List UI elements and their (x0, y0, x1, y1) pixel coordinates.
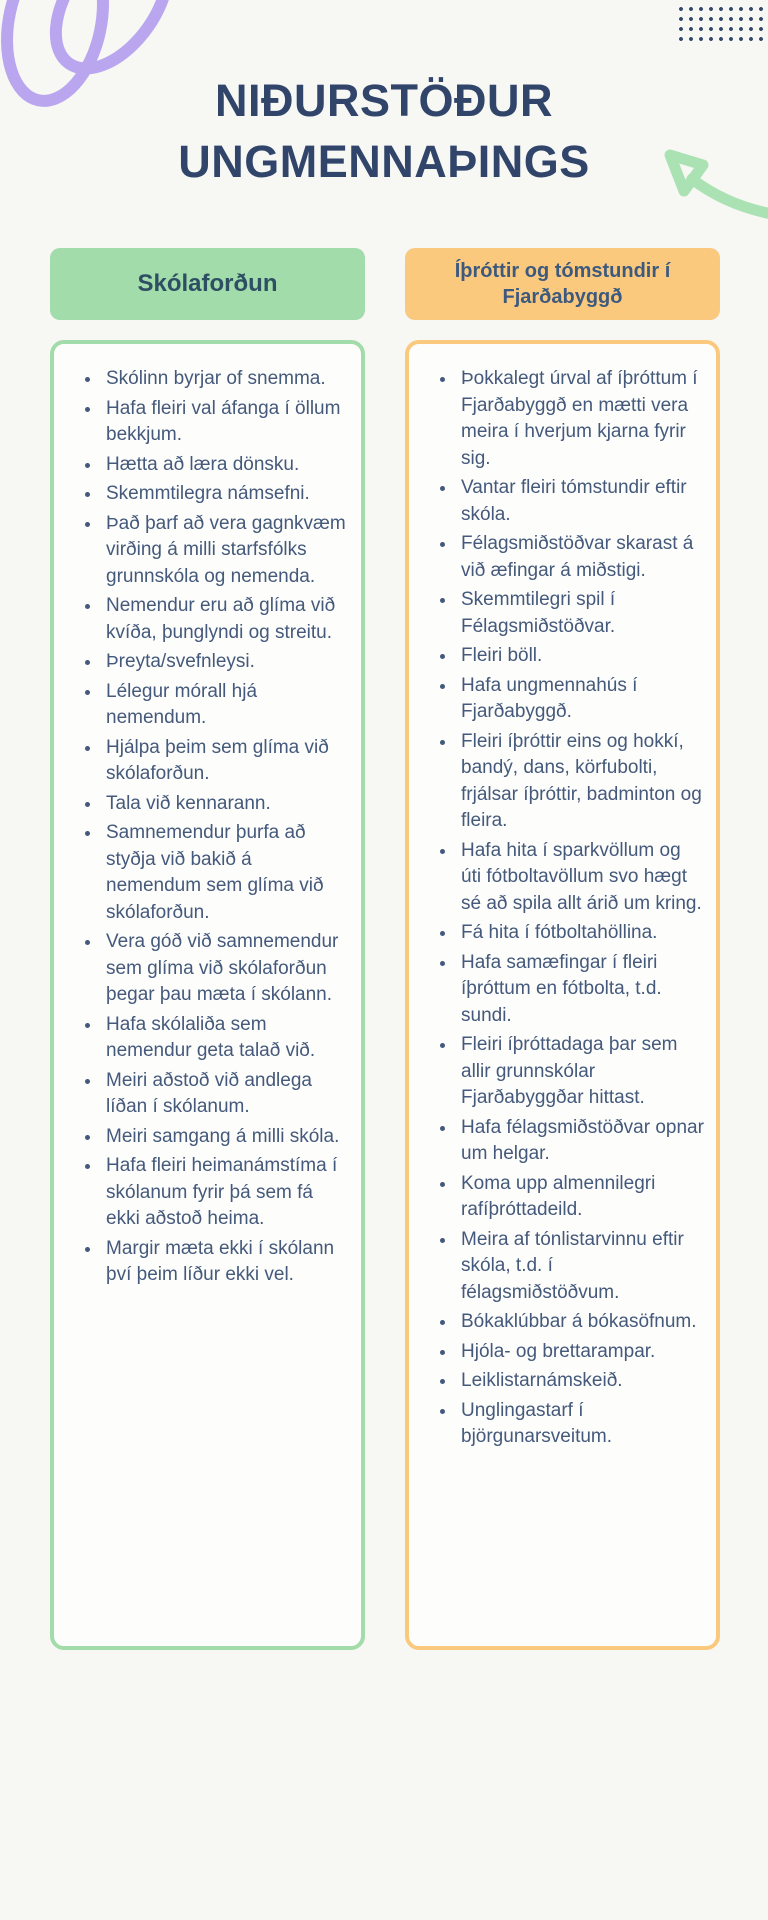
list-item: • Hafa samæfingar í fleiri íþróttum en fótbolta, t.d. sundi. (457, 950, 704, 1030)
list-item: • Hafa félagsmiðstöðvar opnar um helgar. (457, 1115, 704, 1168)
list-item: • Vera góð við samnemendur sem glíma við skólaforðun þegar þau mæta í skólann. (102, 929, 349, 1009)
list-item: • Fá hita í fótboltahöllina. (457, 920, 704, 947)
list-item: • Meira af tónlistarvinnu eftir skóla, t.d. í félagsmiðstöðvum. (457, 1227, 704, 1307)
column-header-label: Skólaforðun (137, 270, 278, 298)
list-item: • Hafa hita í sparkvöllum og úti fótboltavöllum svo hægt sé að spila allt árið um kring. (457, 838, 704, 918)
list-item: • Hafa skólaliða sem nemendur geta talað við. (102, 1012, 349, 1065)
list-item: • Hafa fleiri heimanámstíma í skólanum fyrir þá sem fá ekki aðstoð heima. (102, 1153, 349, 1233)
dot-grid-decoration (676, 4, 766, 44)
list-item: • Fleiri íþróttadaga þar sem allir grunnskólar Fjarðabyggðar hittast. (457, 1032, 704, 1112)
column-skolafordun (50, 248, 365, 1650)
list-item: • Skemmtilegra námsefni. (102, 481, 349, 508)
column-header-skolafordun (50, 248, 365, 320)
list-item: • Nemendur eru að glíma við kvíða, þunglyndi og streitu. (102, 593, 349, 646)
bullet-list-skolafordun (54, 344, 361, 1289)
list-item: • Samnemendur þurfa að styðja við bakið á nemendum sem glíma við skólaforðun. (102, 820, 349, 926)
title-line-1: NIÐURSTÖÐUR (215, 75, 553, 126)
list-item: • Koma upp almennilegri rafíþróttadeild. (457, 1171, 704, 1224)
list-item: • Meiri aðstoð við andlega líðan í skólanum. (102, 1068, 349, 1121)
list-item: • Það þarf að vera gagnkvæm virðing á milli starfsfólks grunnskóla og nemenda. (102, 511, 349, 591)
list-item: • Félagsmiðstöðvar skarast á við æfingar á miðstigi. (457, 531, 704, 584)
list-item: • Bókaklúbbar á bókasöfnum. (457, 1309, 704, 1336)
list-item: • Hjálpa þeim sem glíma við skólaforðun. (102, 735, 349, 788)
list-item: • Tala við kennarann. (102, 791, 349, 818)
list-item: • Vantar fleiri tómstundir eftir skóla. (457, 475, 704, 528)
list-item: • Þokkalegt úrval af íþróttum í Fjarðabyggð en mætti vera meira í hverjum kjarna fyrir sig. (457, 366, 704, 472)
list-item: • Skólinn byrjar of snemma. (102, 366, 349, 393)
list-item: • Hjóla- og brettarampar. (457, 1339, 704, 1366)
column-card-ithrottir (405, 340, 720, 1650)
list-item: • Skemmtilegri spil í Félagsmiðstöðvar. (457, 587, 704, 640)
list-item: • Margir mæta ekki í skólann því þeim líður ekki vel. (102, 1236, 349, 1289)
green-arrow-icon (646, 128, 768, 246)
list-item: • Lélegur mórall hjá nemendum. (102, 679, 349, 732)
column-card-skolafordun (50, 340, 365, 1650)
bullet-list-ithrottir (409, 344, 716, 1451)
list-item: • Hætta að læra dönsku. (102, 452, 349, 479)
purple-swirl-decoration (0, 0, 170, 140)
columns-container (0, 248, 768, 1650)
list-item: • Hafa ungmennahús í Fjarðabyggð. (457, 673, 704, 726)
title-line-2: UNGMENNAÞINGS (178, 136, 590, 188)
column-header-label: Íþróttir og tómstundir í Fjarðabyggð (454, 260, 671, 309)
list-item: • Hafa fleiri val áfanga í öllum bekkjum. (102, 396, 349, 449)
column-ithrottir-tomstundir (405, 248, 720, 1650)
list-item: • Leiklistarnámskeið. (457, 1368, 704, 1395)
list-item: • Þreyta/svefnleysi. (102, 649, 349, 676)
list-item: • Fleiri böll. (457, 643, 704, 670)
list-item: • Unglingastarf í björgunarsveitum. (457, 1398, 704, 1451)
list-item: • Fleiri íþróttir eins og hokkí, bandý, dans, körfubolti, frjálsar íþróttir, badminton og fleira. (457, 729, 704, 835)
column-header-ithrottir (405, 248, 720, 320)
list-item: • Meiri samgang á milli skóla. (102, 1124, 349, 1151)
